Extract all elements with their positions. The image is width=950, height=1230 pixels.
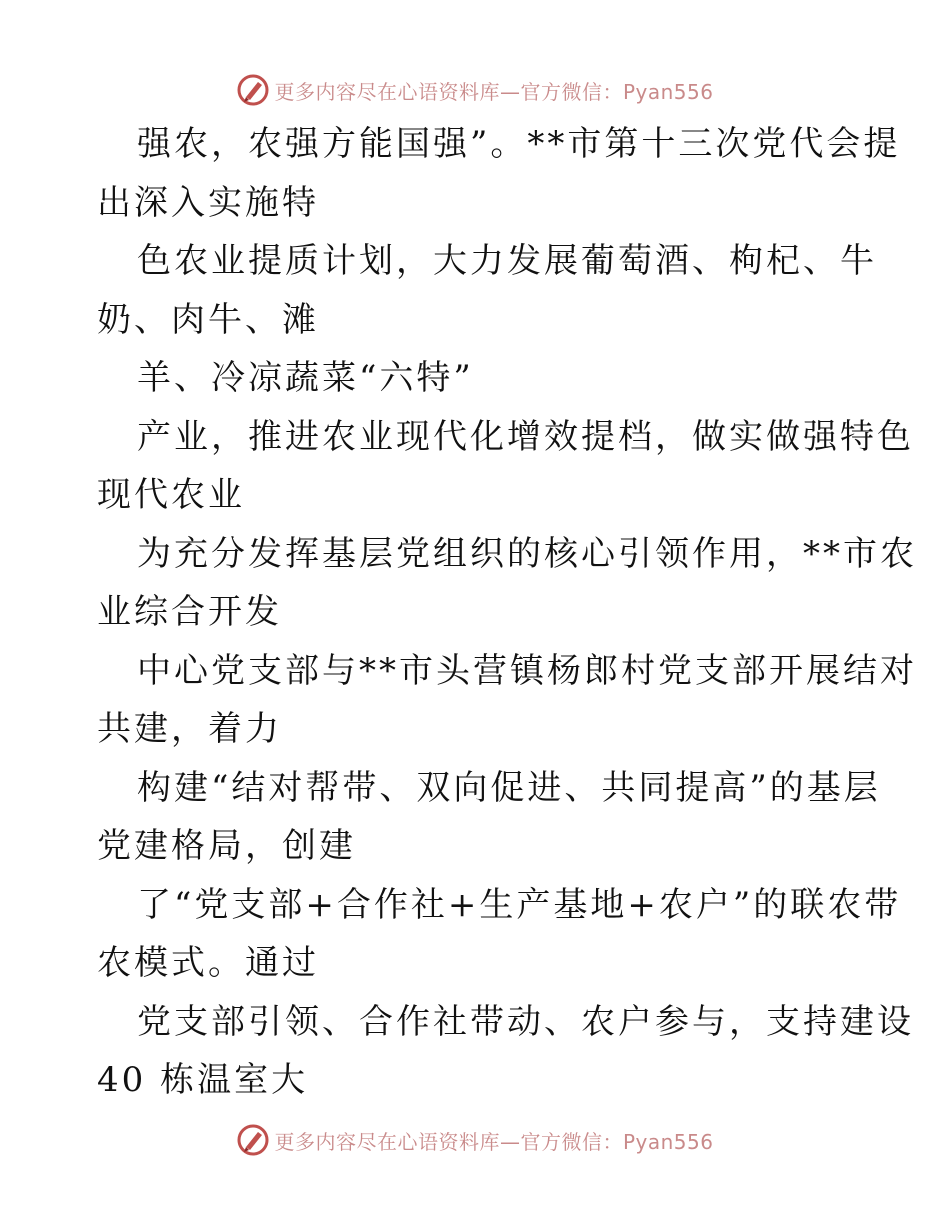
text-line: 构建“结对帮带、双向促进、共同提高”的基层 [137,767,881,808]
text-line: 农模式。通过 [97,943,319,983]
text-line: 共建，着力 [97,709,282,749]
text-line: 党支部引领、合作社带动、农户参与，支持建设 [137,1001,914,1042]
pen-logo-icon [236,1123,270,1157]
text-line: 业综合开发 [97,592,282,632]
text-line: 羊、冷凉蔬菜“六特” [137,358,474,398]
text-line: 出深入实施特 [97,182,319,223]
footer-watermark-banner [0,1120,950,1160]
text-line: 强农，农强方能国强”。**市第十三次党代会提 [137,124,901,164]
text-line: 产业，推进农业现代化增效提档，做实做强特色 [137,416,914,457]
text-line: 现代农业 [97,475,245,515]
footer-banner-text: 更多内容尽在心语资料库—官方微信：Pyan556 [274,1129,714,1154]
text-line: 色农业提质计划，大力发展葡萄酒、枸杞、牛 [137,241,877,281]
text-line: 党建格局，创建 [97,826,356,866]
text-line: 为充分发挥基层党组织的核心引领作用，**市农 [137,533,917,574]
text-line: 了“党支部+合作社+生产基地+农户”的联农带 [137,884,902,925]
text-line: 40 栋温室大 [97,1060,309,1100]
header-watermark-banner [0,70,950,110]
pen-logo-icon [236,73,270,107]
header-banner-text: 更多内容尽在心语资料库—官方微信：Pyan556 [274,79,714,104]
document-body [97,115,917,1110]
text-line: 奶、肉牛、滩 [97,299,319,340]
text-line: 中心党支部与**市头营镇杨郎村党支部开展结对 [137,650,917,691]
